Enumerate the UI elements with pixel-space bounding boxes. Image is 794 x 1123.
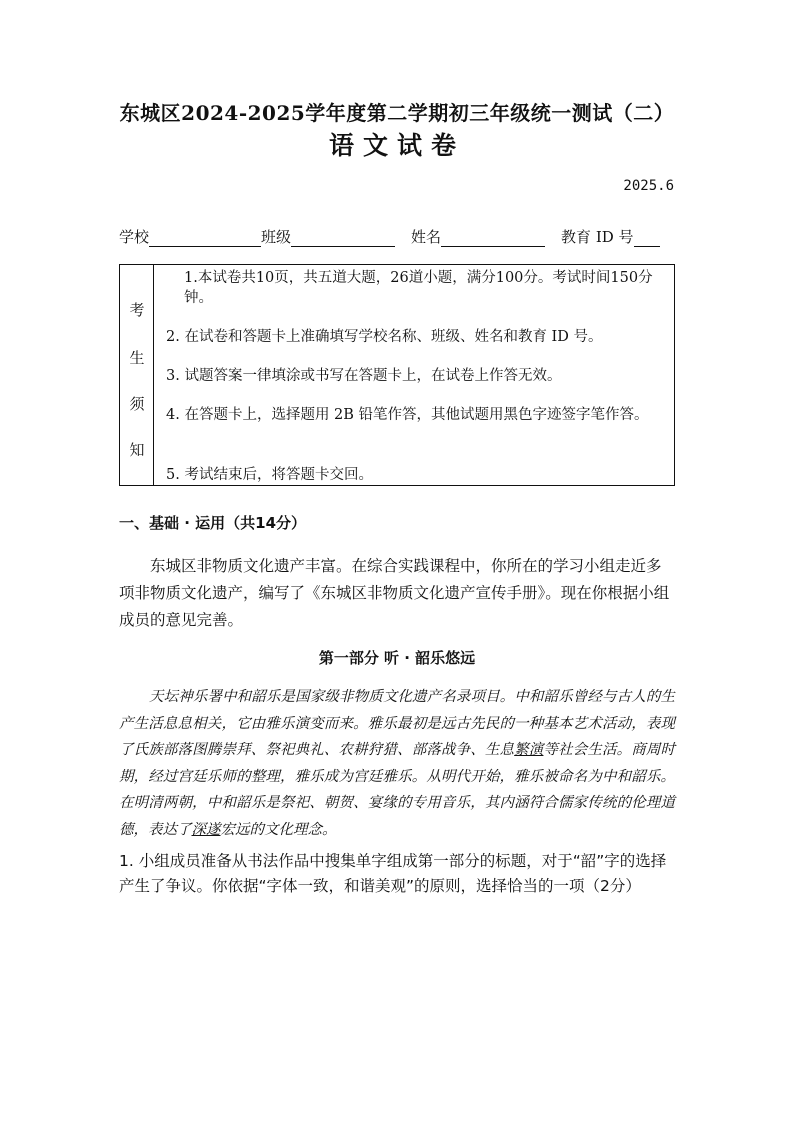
notice-side-char: 生 <box>129 349 145 367</box>
notice-item: 1.本试卷共10页，共五道大题，26道小题，满分100分。考试时间150分钟。 <box>184 270 653 306</box>
underlined-word: 繁演 <box>514 742 544 758</box>
notice-item: 2. 在试卷和答题卡上准确填写学校名称、班级、姓名和教育 ID 号。 <box>166 329 603 345</box>
edu-id-blank <box>634 231 660 247</box>
name-blank <box>441 231 545 247</box>
exam-date: 2025.6 <box>623 178 674 194</box>
edu-id-label: 教育 ID 号 <box>561 228 634 246</box>
exam-title-line2: 语文试卷 <box>328 131 465 160</box>
class-label: 班级 <box>261 228 292 246</box>
student-info-row <box>119 226 679 247</box>
question-1: 1. 小组成员准备从书法作品中搜集单字组成第一部分的标题，对于“韶”字的选择产生了争议。你依据“字体一致，和谐美观”的原则，选择恰当的一项（2分） <box>119 852 667 895</box>
notice-item: 3. 试题答案一律填涂或书写在答题卡上，在试卷上作答无效。 <box>166 368 562 384</box>
notice-side-char: 考 <box>129 301 145 319</box>
section-heading: 一、基础 · 运用（共14分） <box>119 514 307 532</box>
exam-notice-box <box>119 264 675 486</box>
passage-text: 宏远的文化理念。 <box>220 821 337 838</box>
notice-side-char: 知 <box>129 441 145 459</box>
name-label: 姓名 <box>411 228 442 246</box>
notice-side-label <box>120 265 154 485</box>
section-intro: 东城区非物质文化遗产丰富。在综合实践课程中，你所在的学习小组走近多项非物质文化遗产，编写了《东城区非物质文化遗产宣传手册》。现在你根据小组成员的意见完善。 <box>119 557 670 629</box>
notice-item: 5. 考试结束后，将答题卡交回。 <box>166 467 373 483</box>
school-blank <box>149 231 261 247</box>
exam-title-line1: 东城区2024-2025学年度第二学期初三年级统一测试（二） <box>119 101 675 125</box>
passage-text: 天坛神乐署中和韶乐是国家级非物质文化遗产名录项目。中和韶乐曾经与古人的生产生活息息相关，它由雅乐演变而来。雅乐最初是远古先民的一种基本艺术活动，表现了氏族部落图腾崇拜、祭祀典礼、农耕狩猎、部落战争、生息 <box>119 689 675 758</box>
school-label: 学校 <box>119 228 150 246</box>
passage-text: 等社会生活。商周时期，经过宫廷乐师的整理，雅乐成为宫廷雅乐。从明代开始，雅乐被命名为中和韶乐。在明清两朝，中和韶乐是祭祀、朝贺、宴缘的专用音乐，其内涵符合儒家传统的伦理道德，表达了 <box>119 742 676 838</box>
reading-passage <box>119 684 675 843</box>
class-blank <box>291 231 395 247</box>
part-title: 第一部分 听 · 韶乐悠远 <box>318 649 476 667</box>
notice-side-char: 须 <box>129 395 145 413</box>
underlined-word: 深遂 <box>191 821 221 838</box>
notice-item: 4. 在答题卡上，选择题用 2B 铅笔作答，其他试题用黑色字迹签字笔作答。 <box>166 407 649 423</box>
